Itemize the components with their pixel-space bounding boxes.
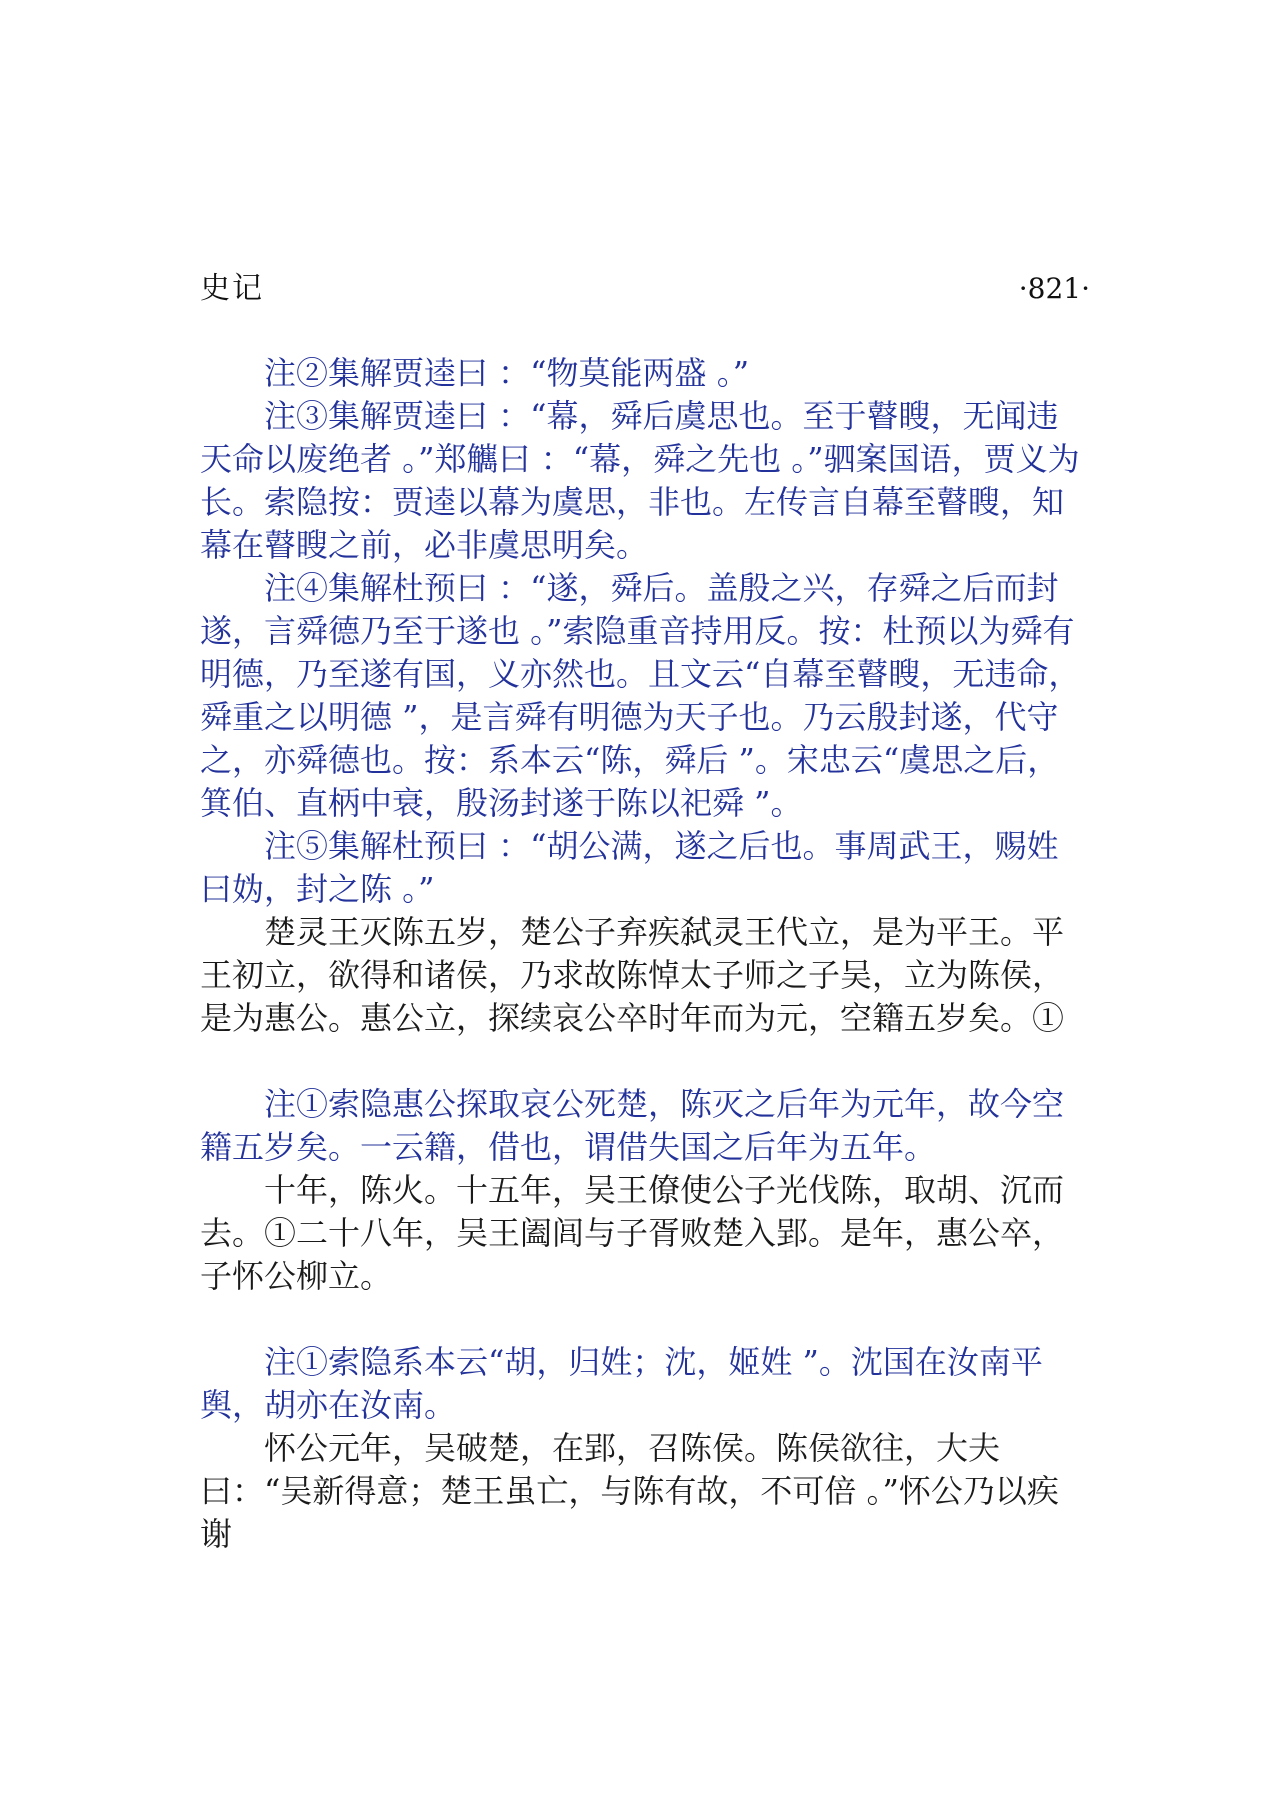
- paragraph-spacer: [200, 1040, 1090, 1083]
- paragraph-spacer: [200, 1298, 1090, 1341]
- annotation-paragraph: 注③集解贾逵曰 ：“幕，舜后虞思也。至于瞽瞍，无闻违天命以废绝者 。”郑觽曰 ：“幕，舜之先也 。”驷案国语，贾义为长。索隐按：贾逵以幕为虞思，非也。左传言自幕至瞽瞍，知幕在瞽瞍之前，必非虞思明矣。: [200, 397, 1080, 564]
- text-paragraph: 十年，陈火。十五年，吴王僚使公子光伐陈，取胡、沉而去。①二十八年，吴王阖闾与子胥败楚入郢。是年，惠公卒，子怀公柳立。: [200, 1171, 1065, 1295]
- annotation-paragraph: 注①索隐系本云“胡，归姓；沈，姬姓 ”。沈国在汝南平舆，胡亦在汝南。: [200, 1343, 1043, 1424]
- annotation-paragraph: 注⑤集解杜预曰 ：“胡公满，遂之后也。事周武王，赐姓曰妫，封之陈 。”: [200, 827, 1059, 908]
- text-paragraph: 楚灵王灭陈五岁，楚公子弃疾弑灵王代立，是为平王。平王初立，欲得和诸侯，乃求故陈悼太子师之子吴，立为陈侯，是为惠公。惠公立，探续哀公卒时年而为元，空籍五岁矣。①: [200, 913, 1065, 1037]
- annotation-paragraph: 注①索隐惠公探取哀公死楚，陈灭之后年为元年，故今空籍五岁矣。一云籍，借也，谓借失国之后年为五年。: [200, 1085, 1065, 1166]
- annotation-paragraph: 注④集解杜预曰 ：“遂，舜后。盖殷之兴，存舜之后而封遂，言舜德乃至于遂也 。”索隐重音持用反。按：杜预以为舜有明德，乃至遂有国，义亦然也。且文云“自幕至瞽瞍，无违命，舜重之以明德 ”，是言舜有明德为天子也。乃云殷封遂，代守之，亦舜德也。按：系本云“陈，舜后 ”。宋忠云“虞思之后，箕伯、直柄中衰，殷汤封遂于陈以祀舜 ”。: [200, 569, 1081, 822]
- running-header: [200, 265, 1090, 313]
- annotation-paragraph: 注②集解贾逵曰 ：“物莫能两盛 。”: [264, 354, 750, 392]
- book-title: 史记: [200, 271, 264, 306]
- page-body: [200, 352, 1090, 1556]
- page-number: ·821·: [1018, 272, 1090, 305]
- text-paragraph: 怀公元年，吴破楚，在郢，召陈侯。陈侯欲往，大夫曰：“吴新得意；楚王虽亡，与陈有故，不可倍 。”怀公乃以疾谢: [200, 1429, 1059, 1553]
